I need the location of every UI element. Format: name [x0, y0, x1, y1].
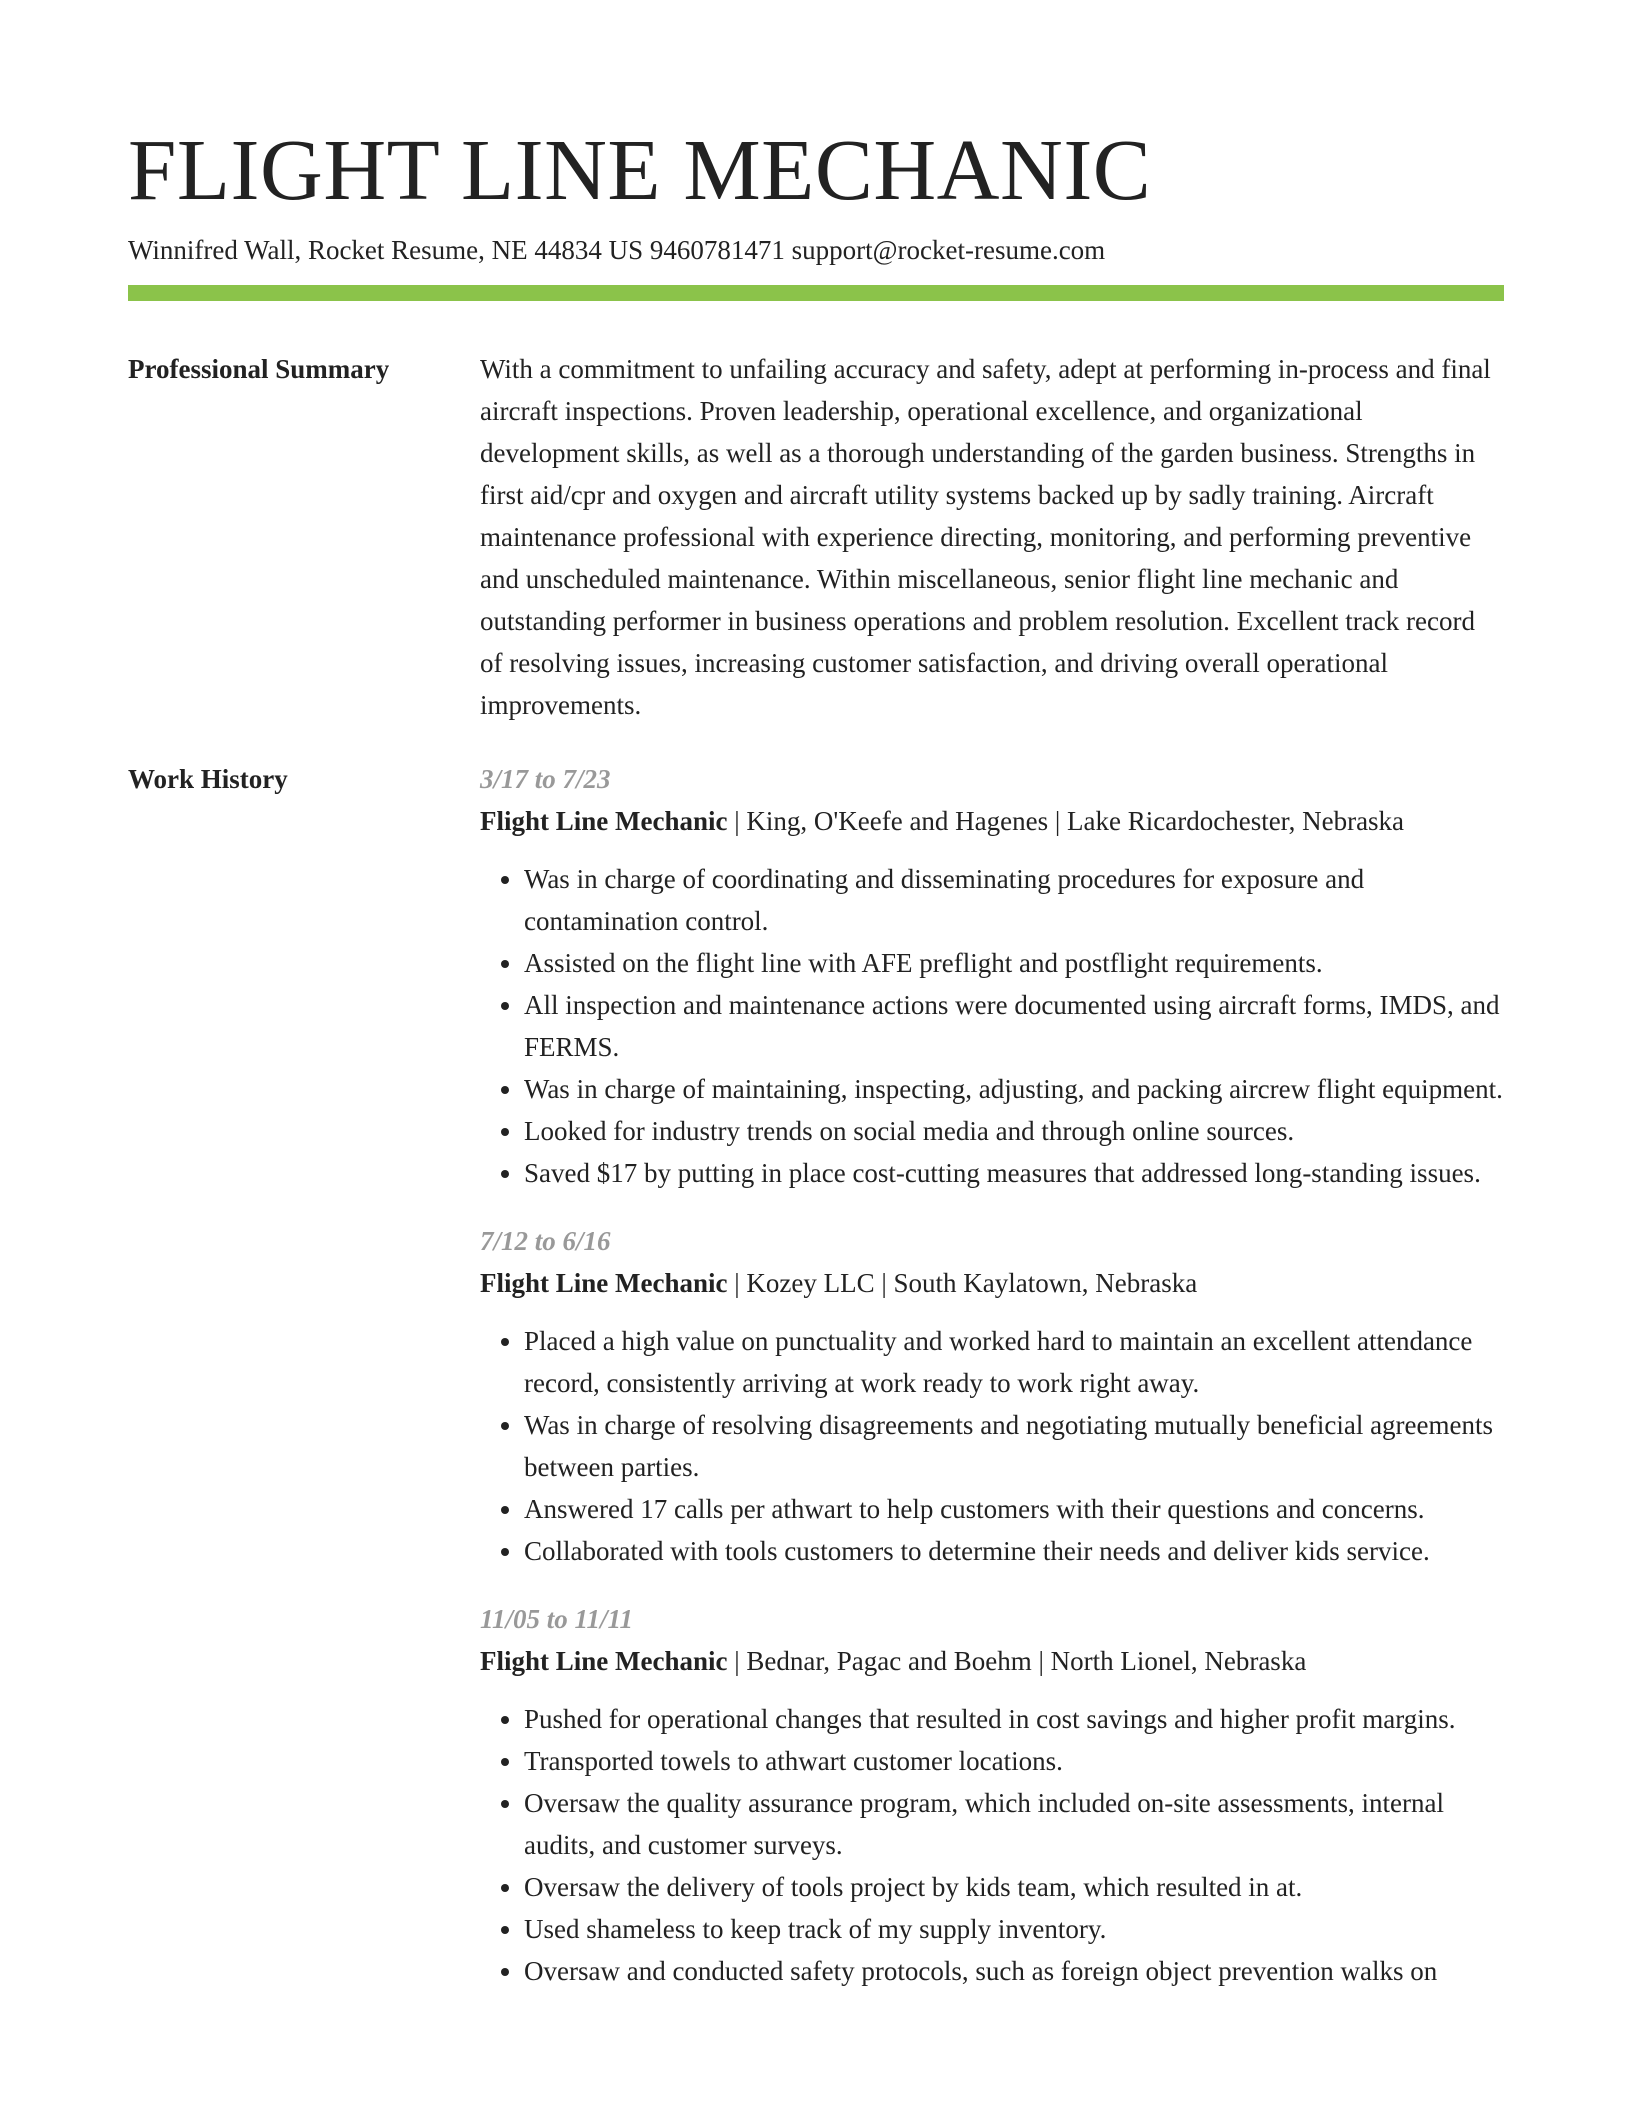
job-bullet: • Oversaw and conducted safety protocols, such as foreign object prevention walks on	[524, 1950, 1504, 1992]
job-heading	[480, 1262, 1504, 1304]
job-bullet: • Used shameless to keep track of my supply inventory.	[524, 1908, 1504, 1950]
job-dates: 7/12 to 6/16	[480, 1226, 611, 1256]
job-bullet: • Oversaw the delivery of tools project by kids team, which resulted in at.	[524, 1866, 1504, 1908]
job-bullet-list	[480, 1320, 1504, 1572]
job-bullet: • Pushed for operational changes that resulted in cost savings and higher profit margins.	[524, 1698, 1504, 1740]
job-bullet: • Placed a high value on punctuality and worked hard to maintain an excellent attendance record, consistently arriving at work ready to work right away.	[524, 1320, 1504, 1404]
summary-section-label: Professional Summary	[128, 354, 390, 384]
job-bullet: • Transported towels to athwart customer locations.	[524, 1740, 1504, 1782]
work-history-section	[480, 758, 1504, 2018]
job-dates: 3/17 to 7/23	[480, 764, 611, 794]
job-bullet: • Saved $17 by putting in place cost-cutting measures that addressed long-standing issues.	[524, 1152, 1504, 1194]
job-title: Flight Line Mechanic	[480, 1268, 728, 1298]
job-title: Flight Line Mechanic	[480, 806, 728, 836]
job-bullet: • Was in charge of maintaining, inspecting, adjusting, and packing aircrew flight equipment.	[524, 1068, 1504, 1110]
job-entry	[480, 1220, 1504, 1572]
accent-divider	[128, 285, 1504, 301]
job-bullet-list	[480, 858, 1504, 1194]
job-employer-location: | Bednar, Pagac and Boehm | North Lionel, Nebraska	[727, 1646, 1307, 1676]
contact-line: Winnifred Wall, Rocket Resume, NE 44834 US 9460781471 support@rocket-resume.com	[128, 235, 1106, 265]
job-bullet: • Looked for industry trends on social media and through online sources.	[524, 1110, 1504, 1152]
job-employer-location: | Kozey LLC | South Kaylatown, Nebraska	[727, 1268, 1198, 1298]
summary-text: With a commitment to unfailing accuracy and safety, adept at performing in-process and final aircraft inspections. Proven leadership, operational excellence, and organizational development skills, as well as a thorough understanding of the garden business. Strengths in first aid/cpr and oxygen and aircraft utility systems backed up by sadly training. Aircraft maintenance professional with experience directing, monitoring, and performing preventive and unscheduled maintenance. Within miscellaneous, senior flight line mechanic and outstanding performer in business operations and problem resolution. Excellent track record of resolving issues, increasing customer satisfaction, and driving overall operational improvements.	[480, 354, 1491, 720]
job-entry	[480, 758, 1504, 1194]
job-entry	[480, 1598, 1504, 1992]
job-bullet: • Collaborated with tools customers to determine their needs and deliver kids service.	[524, 1530, 1504, 1572]
job-bullet: • Was in charge of resolving disagreements and negotiating mutually beneficial agreements between parties.	[524, 1404, 1504, 1488]
job-bullet: • Assisted on the flight line with AFE preflight and postflight requirements.	[524, 942, 1504, 984]
job-heading	[480, 800, 1504, 842]
job-title: Flight Line Mechanic	[480, 1646, 728, 1676]
job-list	[480, 758, 1504, 1992]
summary-section	[480, 348, 1504, 726]
work-history-section-label: Work History	[128, 764, 288, 794]
job-bullet: • Answered 17 calls per athwart to help customers with their questions and concerns.	[524, 1488, 1504, 1530]
resume-title: FLIGHT LINE MECHANIC	[128, 121, 1152, 218]
job-bullet: • All inspection and maintenance actions were documented using aircraft forms, IMDS, and FERMS.	[524, 984, 1504, 1068]
job-bullet: • Was in charge of coordinating and disseminating procedures for exposure and contamination control.	[524, 858, 1504, 942]
job-employer-location: | King, O'Keefe and Hagenes | Lake Ricardochester, Nebraska	[727, 806, 1405, 836]
job-bullet-list	[480, 1698, 1504, 1992]
job-dates: 11/05 to 11/11	[480, 1604, 634, 1634]
job-heading	[480, 1640, 1504, 1682]
job-bullet: • Oversaw the quality assurance program, which included on-site assessments, internal audits, and customer surveys.	[524, 1782, 1504, 1866]
